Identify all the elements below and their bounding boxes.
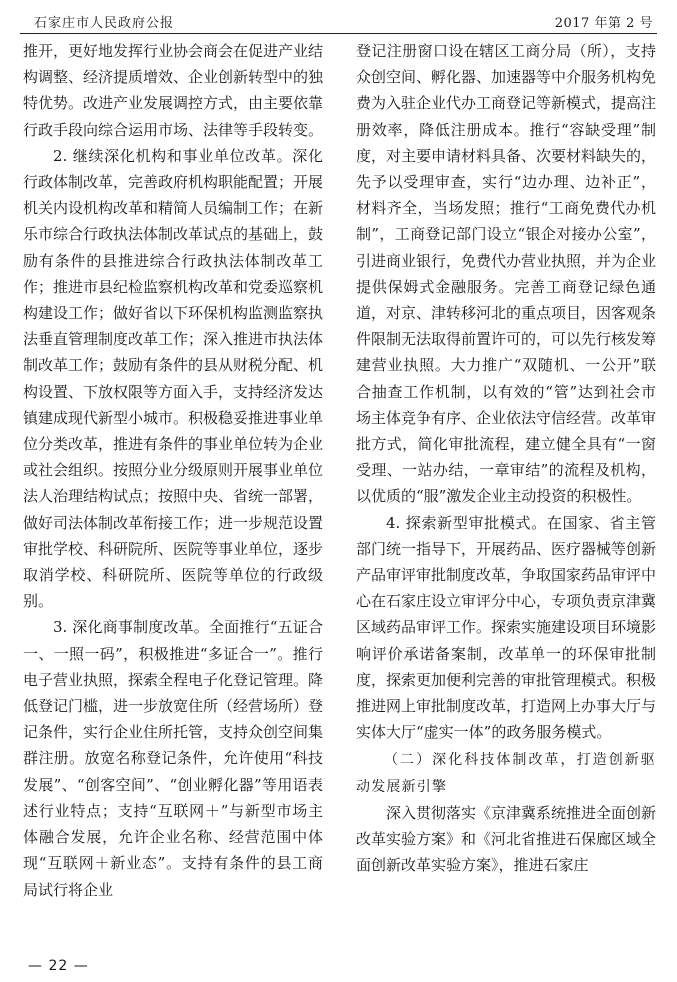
paragraph: 3. 深化商事制度改革。全面推行“五证合一、一照一码”，积极推进“多证合一”。推行电子营业执照，探索全程电子化登记管理。降低登记门槛，进一步放宽住所（经营场所）登记条件，实行企业住所托管，支持众创空间集群注册。放宽名称登记条件，允许使用“科技发展”、“创客空间”、“创业孵化器”等用语表述行业特点；支持“互联网＋”与新型市场主体融合发展，允许企业名称、经营范围中体现“互联网＋新业态”。支持有条件的县工商局试行将企业 [23,618,323,899]
paragraph: 4. 探索新型审批模式。在国家、省主管部门统一指导下，开展药品、医疗器械等创新产品审评审批制度改革，争取国家药品审评中心在石家庄设立审评分中心，专项负责京津冀区域药品审评工作。探索实施建设项目环境影响评价承诺备案制，改革单一的环保审批制度，探索更加便利完善的审批管理模式。积极推进网上审批制度改革，打造网上办事大厅与实体大厅“虚实一体”的政务服务模式。 [356,513,656,742]
page-header [20,8,657,30]
paragraph: 推开，更好地发挥行业协会商会在促进产业结构调整、经济提质增效、企业创新转型中的独特优势。改进产业发展调控方式，由主要依靠行政手段向综合运用市场、法律等手段转变。 [23,42,323,139]
right-column [356,38,656,953]
page-number: — 22 — [28,958,89,974]
header-rule [20,33,657,34]
paragraph: 登记注册窗口设在辖区工商分局（所），支持众创空间、孵化器、加速器等中介服务机构免费为入驻企业代办工商登记等新模式，提高注册效率，降低注册成本。推行“容缺受理”制度，对主要申请材料具备、次要材料缺失的，先予以受理审查，实行“边办理、边补正”，材料齐全，当场发照；推行“工商免费代办机制”，工商登记部门设立“银企对接办公室”，引进商业银行，免费代办营业执照，并为企业提供保姆式金融服务。完善工商登记绿色通道，对京、津转移河北的重点项目，因客观条件限制无法取得前置许可的，可以先行核发筹建营业执照。大力推广“双随机、一公开”联合抽查工作机制，以有效的“管”达到社会市场主体竞争有序、企业依法守信经营。改革审批方式，简化审批流程，建立健全具有“一窗受理、一站办结，一章审结”的流程及机构，以优质的“服”激发企业主动投资的积极性。 [356,42,656,506]
paragraph: 2. 继续深化机构和事业单位改革。深化行政体制改革，完善政府机构职能配置；开展机关内设机构改革和精简人员编制工作；在新乐市综合行政执法体制改革试点的基础上，鼓励有条件的县推进综合行政执法体制改革工作；推进市县纪检监察机构改革和党委巡察机构建设工作；做好省以下环保机构监测监察执法垂直管理制度改革工作；深入推进市执法体制改革工作；鼓励有条件的县从财税分配、机构设置、下放权限等方面入手，支持经济发达镇建成现代新型小城市。积极稳妥推进事业单位分类改革，推进有条件的事业单位转为企业或社会组织。按照分业分级原则开展事业单位法人治理结构试点；按照中央、省统一部署，做好司法体制改革衔接工作；进一步规范设置审批学校、科研院所、医院等事业单位，逐步取消学校、科研院所、医院等单位的行政级别。 [23,146,323,611]
publication-title: 石家庄市人民政府公报 [34,16,175,31]
left-column [23,38,323,953]
section-heading: （二）深化科技体制改革，打造创新驱动发展新引擎 [356,752,656,795]
paragraph: 深入贯彻落实《京津冀系统推进全面创新改革实验方案》和《河北省推进石保廊区域全面创新改革实验方案》，推进石家庄 [356,803,656,875]
issue-number: 2017 年第 2 号 [554,16,653,31]
